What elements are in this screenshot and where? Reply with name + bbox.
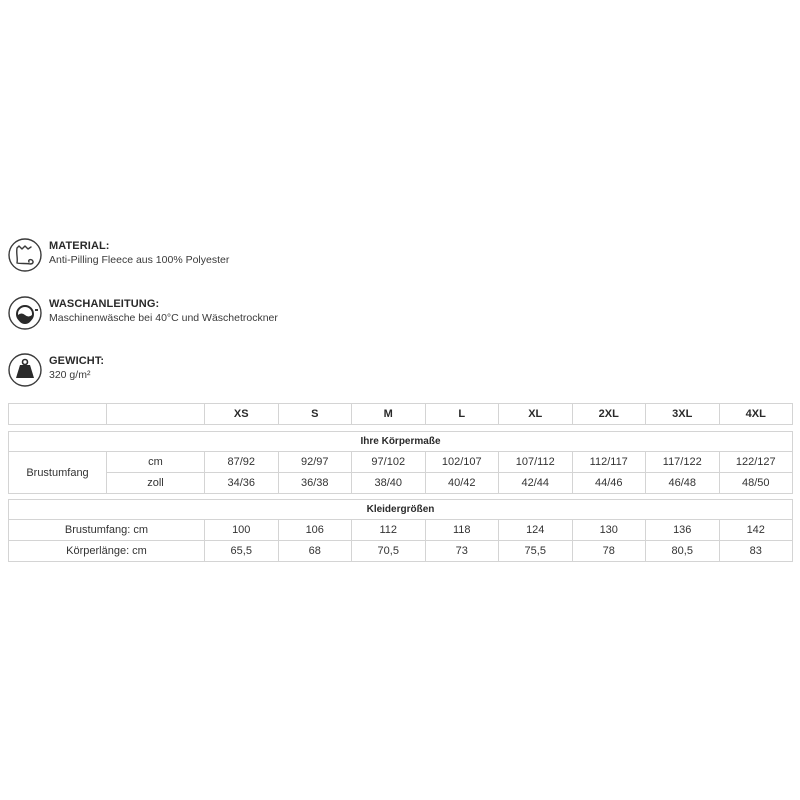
material-label: MATERIAL: [49,240,110,252]
table-cell: 38/40 [352,473,426,494]
table-row [9,473,793,494]
table-cell: 34/36 [205,473,279,494]
material-info [8,238,229,272]
garment-sizes-title: Kleidergrößen [9,500,793,520]
garment-sizes-table [8,499,793,562]
table-cell: 40/42 [425,473,499,494]
chest-cm-label: Brustumfang: cm [9,520,205,541]
empty-cell [9,404,107,425]
table-row [9,541,793,562]
table-cell: 48/50 [719,473,793,494]
table-cell: 112 [352,520,426,541]
wash-info [8,296,278,330]
size-header: 3XL [646,404,720,425]
table-cell: 100 [205,520,279,541]
table-cell: 42/44 [499,473,573,494]
length-cm-label: Körperlänge: cm [9,541,205,562]
table-cell: 92/97 [278,452,352,473]
fabric-icon [8,238,42,272]
table-cell: 87/92 [205,452,279,473]
size-header: XL [499,404,573,425]
table-cell: 70,5 [352,541,426,562]
unit-label: cm [107,452,205,473]
weight-info [8,353,104,387]
weight-label: GEWICHT: [49,355,105,367]
material-value: Anti-Pilling Fleece aus 100% Polyester [49,254,230,266]
table-cell: 136 [646,520,720,541]
size-header: M [352,404,426,425]
washing-machine-icon [8,296,42,330]
size-header: 2XL [572,404,646,425]
table-cell: 97/102 [352,452,426,473]
size-header-table [8,403,793,425]
table-cell: 106 [278,520,352,541]
weight-value: 320 g/m² [49,369,91,381]
table-cell: 65,5 [205,541,279,562]
table-cell: 122/127 [719,452,793,473]
table-cell: 78 [572,541,646,562]
table-cell: 80,5 [646,541,720,562]
unit-label: zoll [107,473,205,494]
wash-label: WASCHANLEITUNG: [49,298,160,310]
empty-cell [107,404,205,425]
table-cell: 73 [425,541,499,562]
table-cell: 44/46 [572,473,646,494]
table-cell: 117/122 [646,452,720,473]
size-header-row [9,404,793,425]
table-cell: 118 [425,520,499,541]
table-cell: 46/48 [646,473,720,494]
table-cell: 142 [719,520,793,541]
body-measurements-table [8,431,793,494]
table-row [9,520,793,541]
body-measurements-title: Ihre Körpermaße [9,432,793,452]
table-cell: 83 [719,541,793,562]
size-header: XS [205,404,279,425]
size-header: S [278,404,352,425]
weight-icon [8,353,42,387]
table-cell: 68 [278,541,352,562]
table-cell: 75,5 [499,541,573,562]
size-header: 4XL [719,404,793,425]
table-cell: 130 [572,520,646,541]
table-cell: 112/117 [572,452,646,473]
table-row [9,452,793,473]
chest-row-label: Brustumfang [9,452,107,494]
wash-value: Maschinenwäsche bei 40°C und Wäschetrockner [49,312,278,324]
table-cell: 124 [499,520,573,541]
table-cell: 102/107 [425,452,499,473]
table-cell: 107/112 [499,452,573,473]
table-cell: 36/38 [278,473,352,494]
size-header: L [425,404,499,425]
